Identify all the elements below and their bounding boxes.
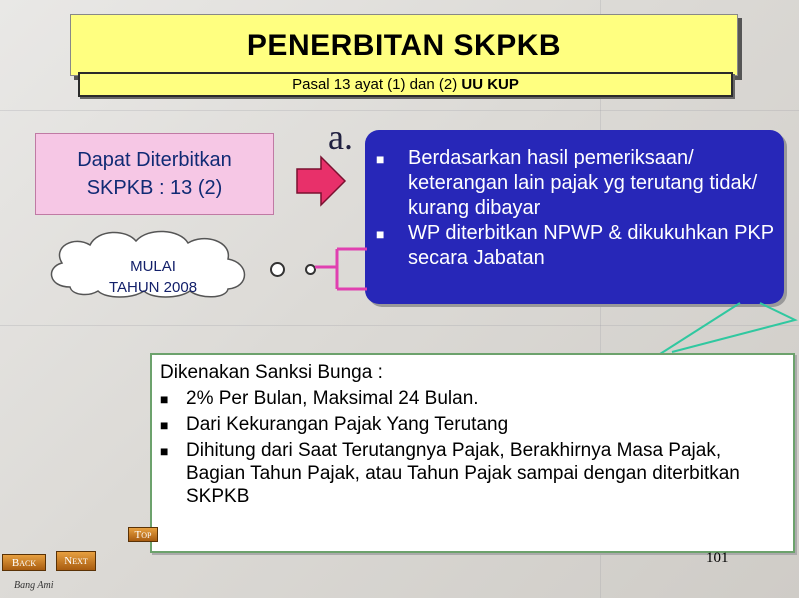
author-signature: Bang Ami <box>14 580 54 591</box>
page-title: PENERBITAN SKPKB <box>246 29 562 62</box>
list-item: ■ Berdasarkan hasil pemeriksaan/ keterangan lain pajak yg terutang tidak/ kurang dibayar <box>376 147 758 219</box>
bullet-icon: ■ <box>376 226 385 242</box>
back-button[interactable]: Back <box>2 554 46 571</box>
sanction-list <box>160 387 780 511</box>
bullet-icon: ■ <box>376 151 385 167</box>
next-button[interactable]: Next <box>56 551 96 571</box>
list-item: ■ 2% Per Bulan, Maksimal 24 Bulan. <box>160 388 479 409</box>
subtitle-bold: UU KUP <box>461 76 519 93</box>
page-number: 101 <box>706 550 729 566</box>
sanction-heading: Dikenakan Sanksi Bunga : <box>160 362 383 383</box>
pink-box-line2: SKPKB : 13 (2) <box>86 177 223 199</box>
pink-box-line1: Dapat Diterbitkan <box>77 149 232 171</box>
list-item: ■ Dari Kekurangan Pajak Yang Terutang <box>160 414 509 435</box>
item-letter-a: a. <box>328 117 353 157</box>
top-button[interactable]: Top <box>128 527 158 542</box>
bullet-icon: ■ <box>160 443 169 459</box>
list-item: ■ WP diterbitkan NPWP & dikukuhkan PKP secara Jabatan <box>376 222 774 269</box>
bullet-icon: ■ <box>160 417 169 433</box>
bullet-icon: ■ <box>160 391 169 407</box>
subtitle-prefix: Pasal 13 ayat (1) dan (2) <box>292 76 462 93</box>
list-item: ■ Dihitung dari Saat Terutangnya Pajak, Berakhirnya Masa Pajak, Bagian Tahun Pajak, atau Tahun Pajak sampai dengan diterbitkan SKPKB <box>160 440 740 507</box>
cloud-text: MULAI TAHUN 2008 <box>108 258 198 296</box>
